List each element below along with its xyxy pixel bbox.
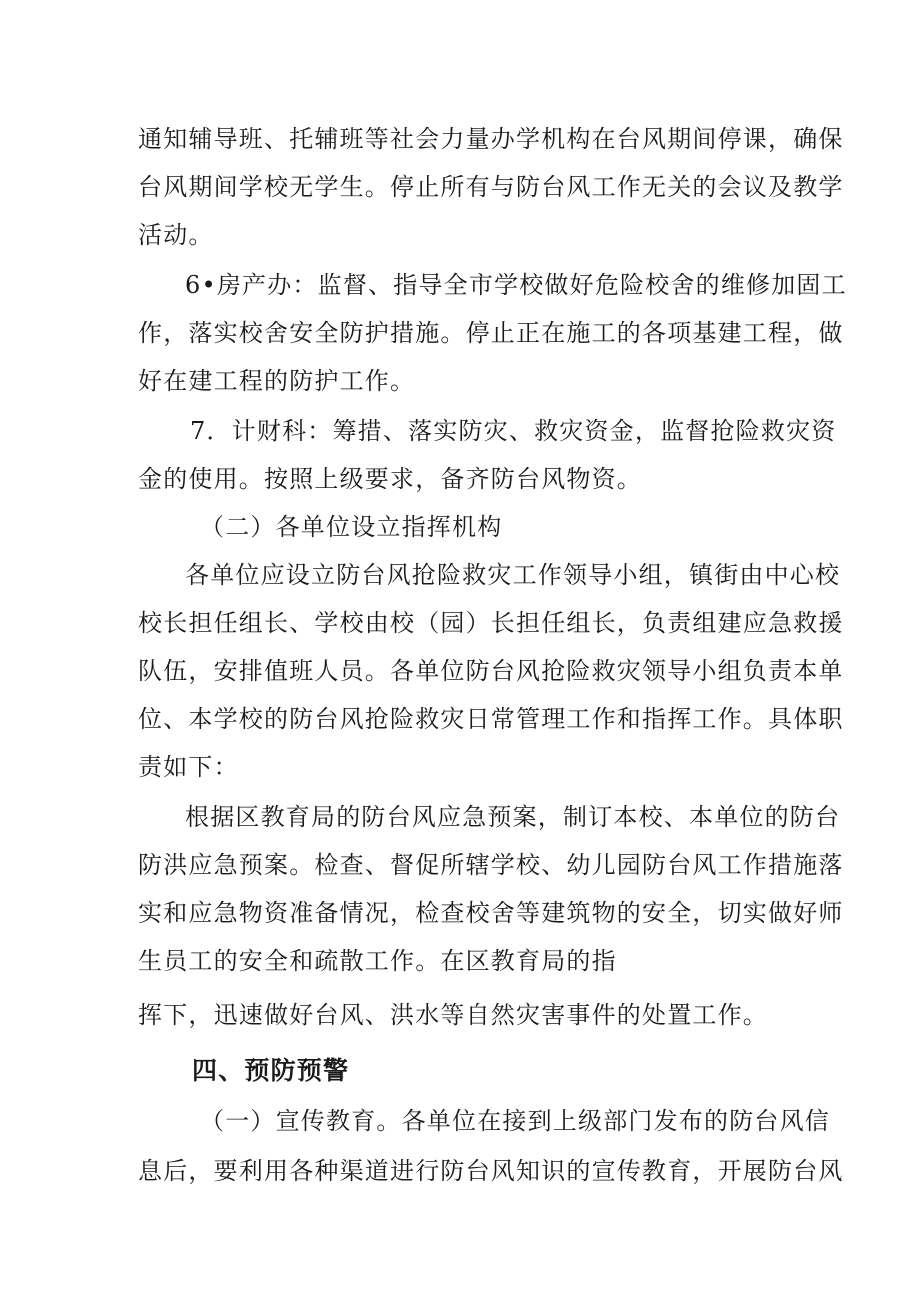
paragraph-line: 7．计财科：筹措、落实防灾、救灾资金，监督抢险救灾资 [190,417,837,445]
paragraph-line: 位、本学校的防台风抢险救灾日常管理工作和指挥工作。具体职 [138,705,844,733]
paragraph-line: 台风期间学校无学生。停止所有与防台风工作无关的会议及教学 [138,173,844,201]
paragraph-line: 好在建工程的防护工作。 [138,367,416,395]
paragraph-line: 校长担任组长、学校由校（园）长担任组长，负责组建应急救援 [138,609,844,637]
paragraph-line: 根据区教育局的防台风应急预案，制订本校、本单位的防台 [185,803,841,831]
paragraph-line: （一）宣传教育。各单位在接到上级部门发布的防台风信 [200,1107,830,1135]
paragraph-line: 责如下： [138,753,239,781]
paragraph-line: 活动。 [138,221,214,249]
paragraph-line: 挥下，迅速做好台风、洪水等自然灾害事件的处置工作。 [138,1001,768,1029]
paragraph-line: 通知辅导班、托辅班等社会力量办学机构在台风期间停课，确保 [138,125,844,153]
paragraph-line: 息后，要利用各种渠道进行防台风知识的宣传教育，开展防台风 [138,1157,844,1185]
paragraph-line: 金的使用。按照上级要求，备齐防台风物资。 [138,465,642,493]
paragraph-line: 防洪应急预案。检查、督促所辖学校、幼儿园防台风工作措施落 [138,851,844,879]
paragraph-line: 6•房产办：监督、指导全市学校做好危险校舍的维修加固工 [185,271,847,299]
paragraph-line: 生员工的安全和疏散工作。在区教育局的指 [138,947,617,975]
paragraph-line: 各单位应设立防台风抢险救灾工作领导小组，镇街由中心校 [185,561,841,589]
paragraph-line: 作，落实校舍安全防护措施。停止正在施工的各项基建工程，做 [138,319,844,347]
paragraph-line: 实和应急物资准备情况，检查校舍等建筑物的安全，切实做好师 [138,899,844,927]
section-subheading: （二）各单位设立指挥机构 [200,513,503,541]
section-heading: 四、预防预警 [192,1056,350,1085]
paragraph-line: 队伍，安排值班人员。各单位防台风抢险救灾领导小组负责本单 [138,657,844,685]
